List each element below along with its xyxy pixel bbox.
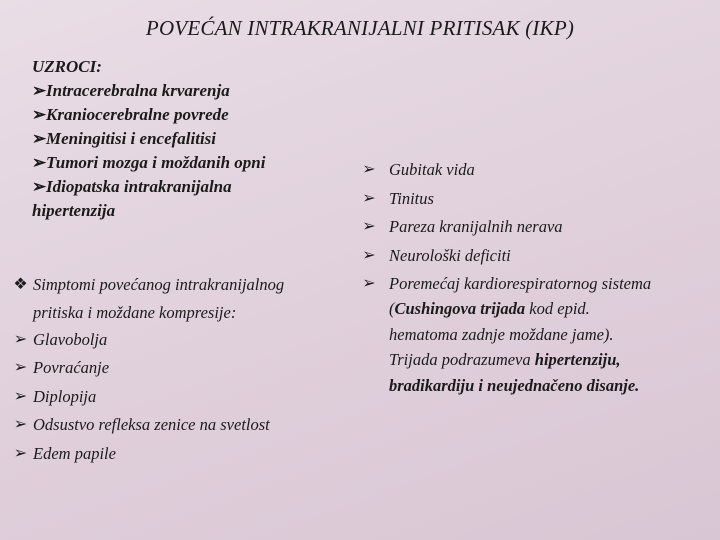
- causes-heading: UZROCI:: [32, 57, 102, 76]
- cause-text: hipertenzija: [32, 201, 116, 220]
- cause-text: Kraniocerebralne povrede: [46, 105, 229, 124]
- right-item-text: Poremećaj kardiorespiratornog sistema: [389, 274, 652, 294]
- cause-item: [32, 151, 332, 175]
- symptom-item: [8, 411, 353, 440]
- symptom-item: [8, 440, 353, 469]
- right-item: [349, 156, 714, 185]
- symptoms-intro: [8, 271, 353, 300]
- causes-list: [32, 55, 332, 223]
- right-item: [349, 213, 714, 242]
- symptom-text: Odsustvo refleksa zenice na svetlost: [33, 415, 270, 435]
- right-symptoms-list: [349, 156, 714, 398]
- cushing-line3: Trijada podrazumeva hipertenziju,: [389, 350, 621, 370]
- arrow-bullet-icon: ➢: [362, 246, 376, 264]
- right-item: [349, 185, 714, 214]
- arrow-bullet-icon: ➢: [362, 275, 376, 293]
- arrow-bullet-icon: ➢: [13, 444, 28, 462]
- right-item-text: Pareza kranijalnih nerava: [389, 217, 563, 237]
- arrow-bullet-icon: ➢: [362, 161, 376, 178]
- cushing-triad-note: [349, 296, 714, 398]
- symptom-item: [8, 354, 353, 383]
- cushing-line4: [389, 373, 714, 399]
- arrow-bullet-icon: ➢: [32, 105, 47, 124]
- right-item: [349, 242, 714, 271]
- arrow-bullet-icon: ➢: [32, 153, 47, 172]
- symptom-item: [8, 383, 353, 412]
- diamond-bullet-icon: ❖: [13, 276, 28, 293]
- cause-item: [32, 79, 332, 103]
- cause-item-continuation: [32, 199, 332, 223]
- right-item-text: Tinitus: [389, 188, 434, 208]
- cause-item: [32, 127, 332, 151]
- arrow-bullet-icon: ➢: [32, 177, 47, 196]
- symptoms-list: [8, 271, 353, 469]
- symptoms-intro-line2: pritiska i moždane kompresije:: [33, 302, 237, 322]
- arrow-bullet-icon: ➢: [32, 129, 47, 148]
- cushing-triad-term: Cushingova trijada: [394, 298, 526, 318]
- right-item-text: Gubitak vida: [389, 160, 475, 179]
- symptoms-intro-line1: Simptomi povećanog intrakranijalnog: [33, 275, 285, 294]
- slide-title: POVEĆAN INTRAKRANIJALNI PRITISAK (IKP): [145, 16, 575, 40]
- bradycardia-term: bradikardiju i neujednačeno disanje.: [389, 375, 640, 395]
- cause-text: Tumori mozga i moždanih opni: [46, 153, 266, 172]
- cause-text: Meningitisi i encefalitisi: [46, 129, 217, 148]
- cause-item: [32, 103, 332, 127]
- symptom-item: [8, 326, 353, 355]
- right-item: [349, 270, 714, 299]
- symptom-text: Diplopija: [33, 386, 97, 406]
- arrow-bullet-icon: ➢: [362, 218, 376, 236]
- symptom-text: Glavobolja: [33, 329, 108, 349]
- arrow-bullet-icon: ➢: [13, 416, 28, 434]
- arrow-bullet-icon: ➢: [13, 387, 28, 405]
- arrow-bullet-icon: ➢: [362, 189, 376, 207]
- symptom-text: Edem papile: [33, 443, 116, 463]
- arrow-bullet-icon: ➢: [13, 359, 28, 377]
- symptom-text: Povraćanje: [33, 358, 110, 378]
- arrow-bullet-icon: ➢: [13, 330, 28, 348]
- right-item-text: Neurološki deficiti: [389, 245, 511, 265]
- hypertension-term: hipertenziju,: [534, 350, 621, 370]
- cause-text: Idiopatska intrakranijalna: [46, 177, 232, 196]
- cushing-line1: (Cushingova trijada kod epid.: [389, 298, 590, 318]
- arrow-bullet-icon: ➢: [32, 81, 47, 100]
- cushing-line2: hematoma zadnje moždane jame).: [389, 324, 614, 344]
- cause-item: [32, 175, 332, 199]
- cause-text: Intracerebralna krvarenja: [46, 81, 230, 100]
